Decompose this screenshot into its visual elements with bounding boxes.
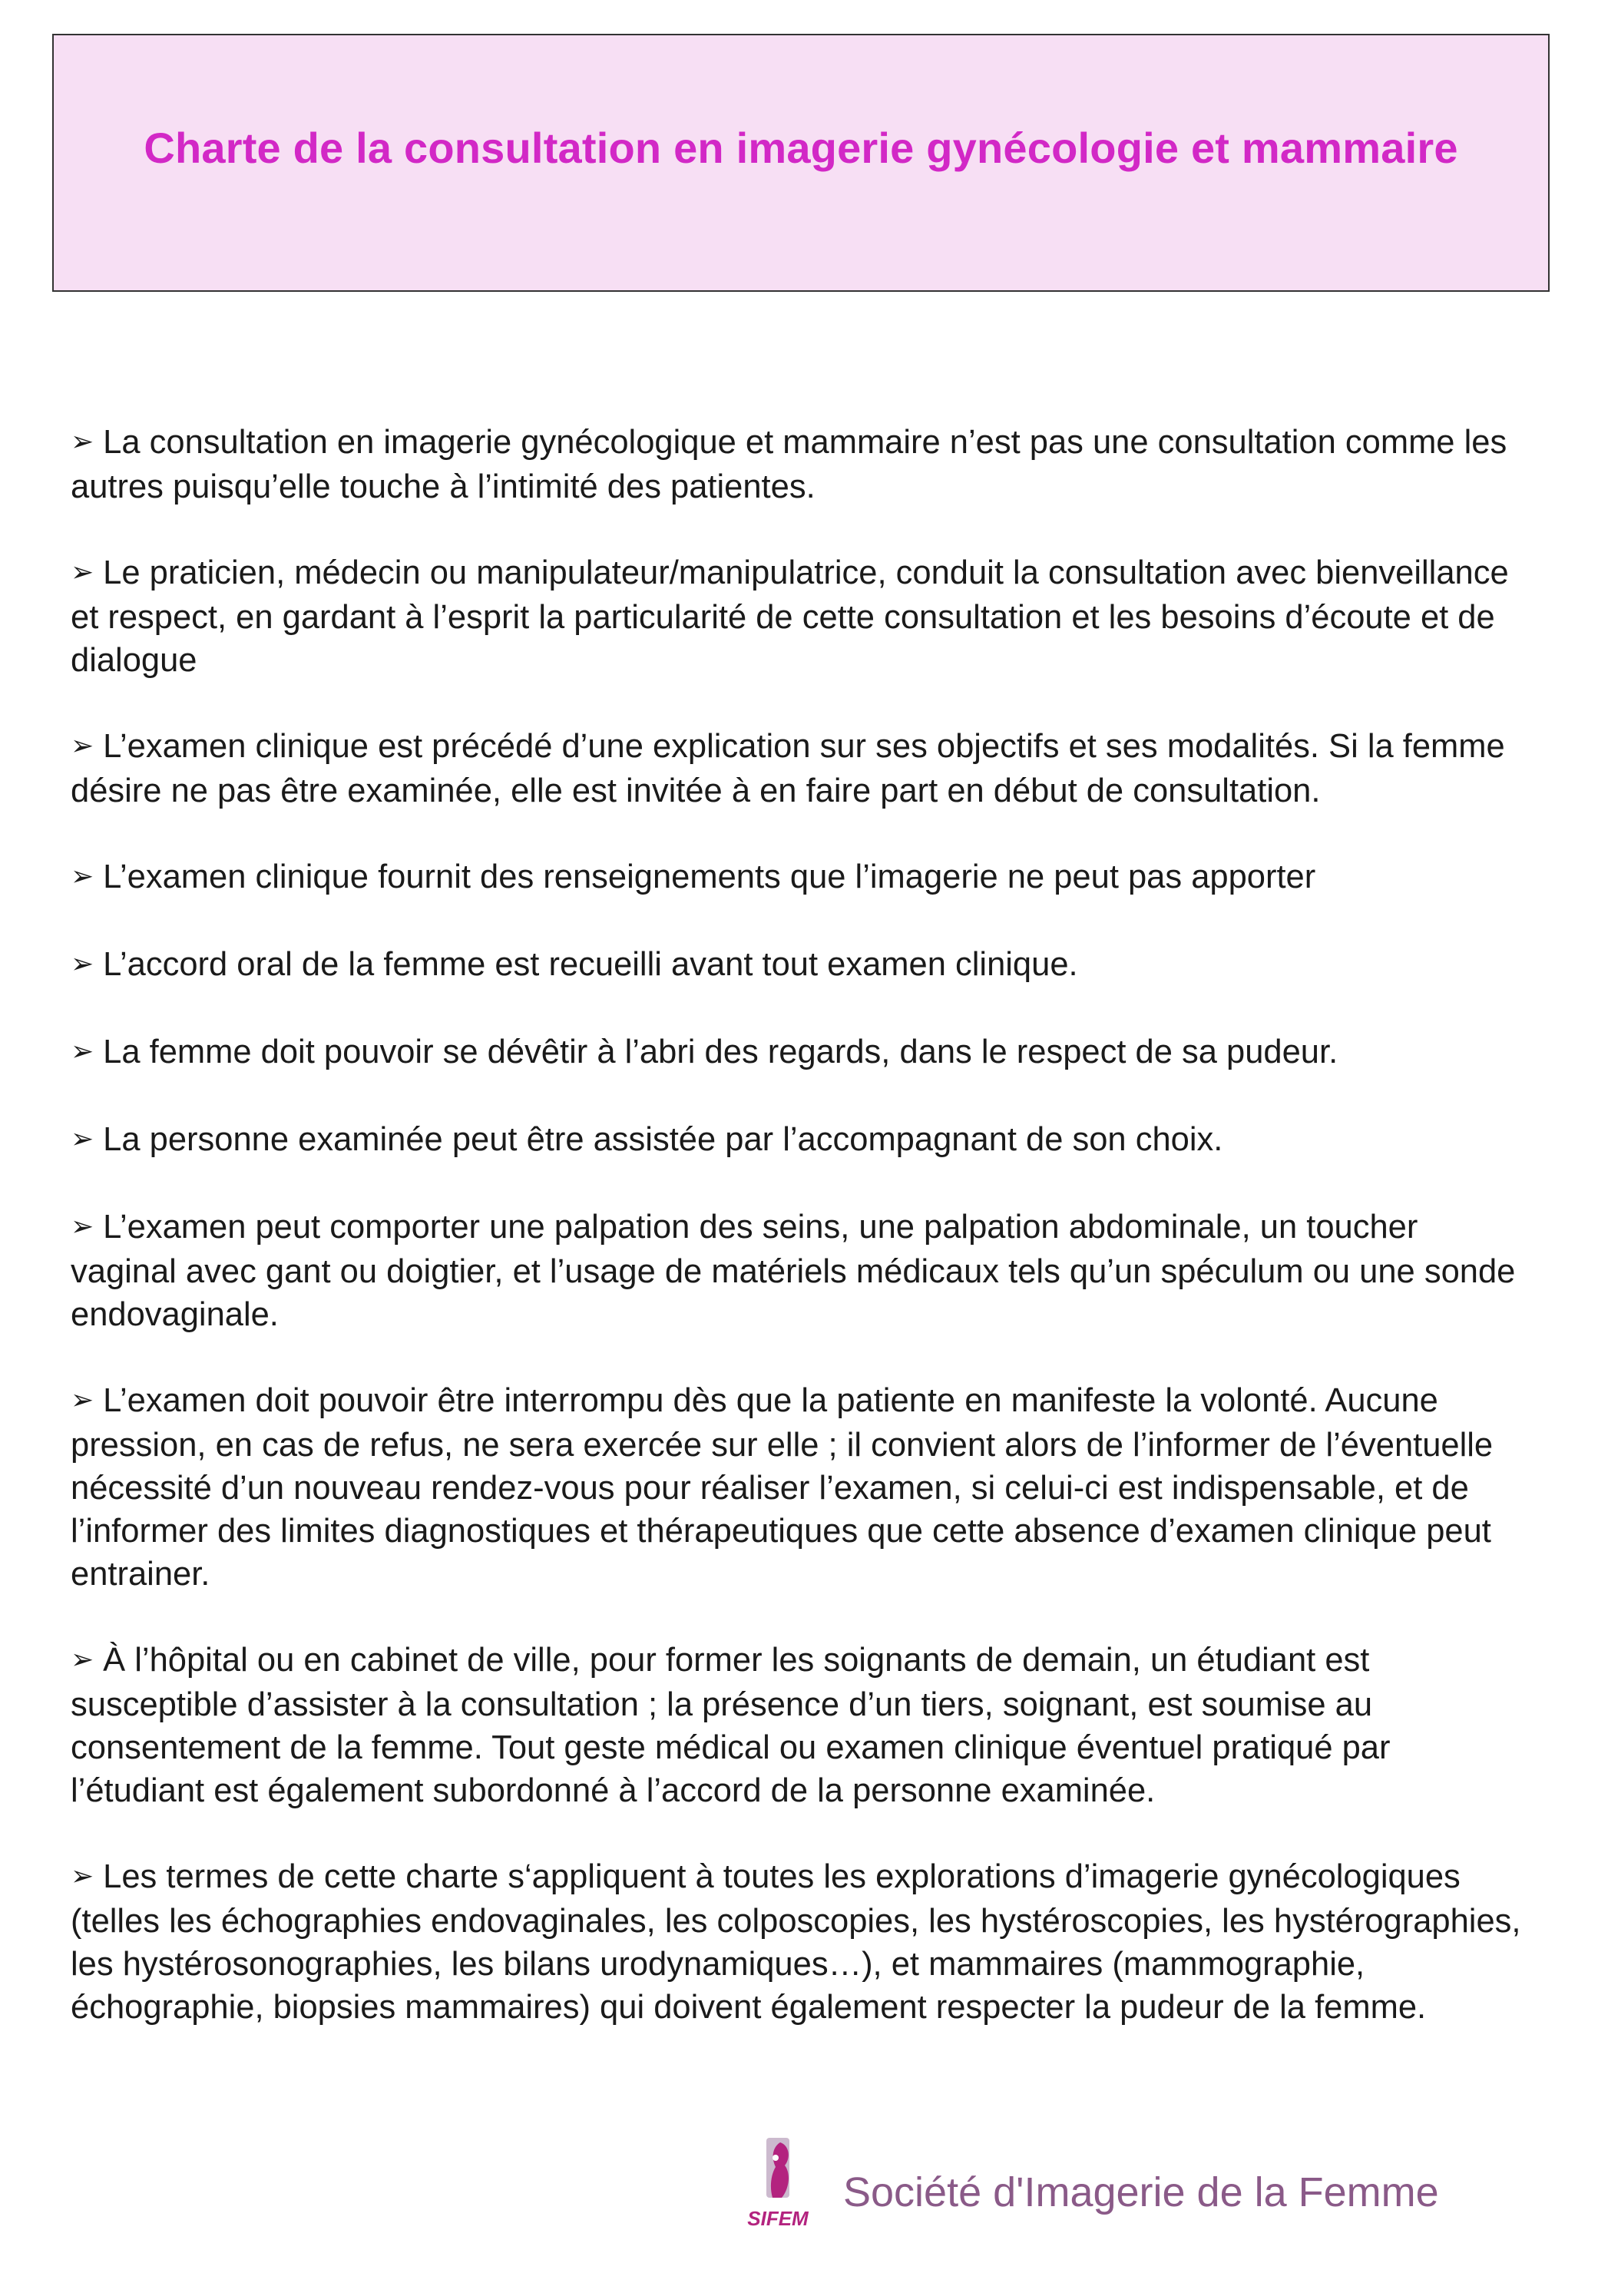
- arrowhead-bullet-icon: ➢: [71, 1123, 94, 1154]
- charter-item-text: Le praticien, médecin ou manipulateur/manipulatrice, conduit la consultation avec bienveillance et respect, en gardant à l’esprit la particularité de cette consultation et les besoins d’écoute et de dialogue: [71, 554, 1509, 679]
- charter-item: [71, 1031, 1530, 1075]
- charter-item: [71, 1855, 1530, 2029]
- arrowhead-bullet-icon: ➢: [71, 1384, 94, 1415]
- arrowhead-bullet-icon: ➢: [71, 425, 94, 457]
- organization-name: Société d'Imagerie de la Femme: [843, 2169, 1439, 2215]
- charter-item: [71, 1118, 1530, 1163]
- arrowhead-bullet-icon: ➢: [71, 556, 94, 587]
- arrowhead-bullet-icon: ➢: [71, 948, 94, 979]
- arrowhead-bullet-icon: ➢: [71, 1643, 94, 1675]
- charter-item-text: La femme doit pouvoir se dévêtir à l’abri des regards, dans le respect de sa pudeur.: [103, 1034, 1338, 1070]
- charter-item: [71, 551, 1530, 682]
- charter-item: [71, 1379, 1530, 1596]
- arrowhead-bullet-icon: ➢: [71, 1860, 94, 1891]
- charter-item: [71, 943, 1530, 988]
- charter-item: [71, 421, 1530, 508]
- arrowhead-bullet-icon: ➢: [71, 1210, 94, 1242]
- charter-item-text: L’examen peut comporter une palpation des seins, une palpation abdominale, un toucher vaginal avec gant ou doigtier, et l’usage de matériels médicaux tels qu’un spéculum ou une sonde endovaginale.: [71, 1209, 1516, 1333]
- charter-item-text: À l’hôpital ou en cabinet de ville, pour former les soignants de demain, un étudiant est susceptible d’assister à la consultation ; la présence d’un tiers, soignant, est soumise au consentement de la femme. Tout geste médical ou examen clinique éventuel pratiqué par l’étudiant est également subordonné à l’accord de la personne examinée.: [71, 1642, 1391, 1809]
- charter-item: [71, 855, 1530, 900]
- page-title: Charte de la consultation en imagerie gynécologie et mammaire: [144, 123, 1458, 172]
- charter-item-text: La personne examinée peut être assistée par l’accompagnant de son choix.: [103, 1121, 1223, 1158]
- arrowhead-bullet-icon: ➢: [71, 860, 94, 892]
- charter-item-text: La consultation en imagerie gynécologique et mammaire n’est pas une consultation comme les autres puisqu’elle touche à l’intimité des patientes.: [71, 424, 1507, 505]
- footer: [736, 2135, 1504, 2235]
- arrowhead-bullet-icon: ➢: [71, 1035, 94, 1067]
- charter-item-text: L’examen doit pouvoir être interrompu dès que la patiente en manifeste la volonté. Aucune pression, en cas de refus, ne sera exercée sur elle ; il convient alors de l’informer de l’éventuelle nécessité d’un nouveau rendez-vous pour réaliser l’examen, si celui-ci est indispensable, et de l’informer des limites diagnostiques et thérapeutiques que cette absence d’examen clinique peut entrainer.: [71, 1382, 1494, 1593]
- charter-item: [71, 1206, 1530, 1336]
- sifem-logo-icon: [736, 2135, 820, 2235]
- charter-item-text: L’examen clinique fournit des renseignements que l’imagerie ne peut pas apporter: [103, 859, 1316, 895]
- charter-item-text: L’examen clinique est précédé d’une explication sur ses objectifs et ses modalités. Si la femme désire ne pas être examinée, elle est invitée à en faire part en début de consultation.: [71, 728, 1505, 809]
- title-box: [52, 34, 1550, 292]
- charter-content: [71, 421, 1530, 2072]
- charter-item: [71, 1639, 1530, 1812]
- logo-wordmark: SIFEM: [747, 2207, 809, 2230]
- arrowhead-bullet-icon: ➢: [71, 729, 94, 761]
- charter-item-text: Les termes de cette charte s‘appliquent à toutes les explorations d’imagerie gynécologiques (telles les échographies endovaginales, les colposcopies, les hystéroscopies, les hystérographies, les hystérosonographies, les bilans urodynamiques…), et mammaires (mammographie, échographie, biopsies mammaires) qui doivent également respecter la pudeur de la femme.: [71, 1858, 1521, 2026]
- charter-item: [71, 725, 1530, 812]
- charter-item-text: L’accord oral de la femme est recueilli avant tout examen clinique.: [103, 946, 1078, 983]
